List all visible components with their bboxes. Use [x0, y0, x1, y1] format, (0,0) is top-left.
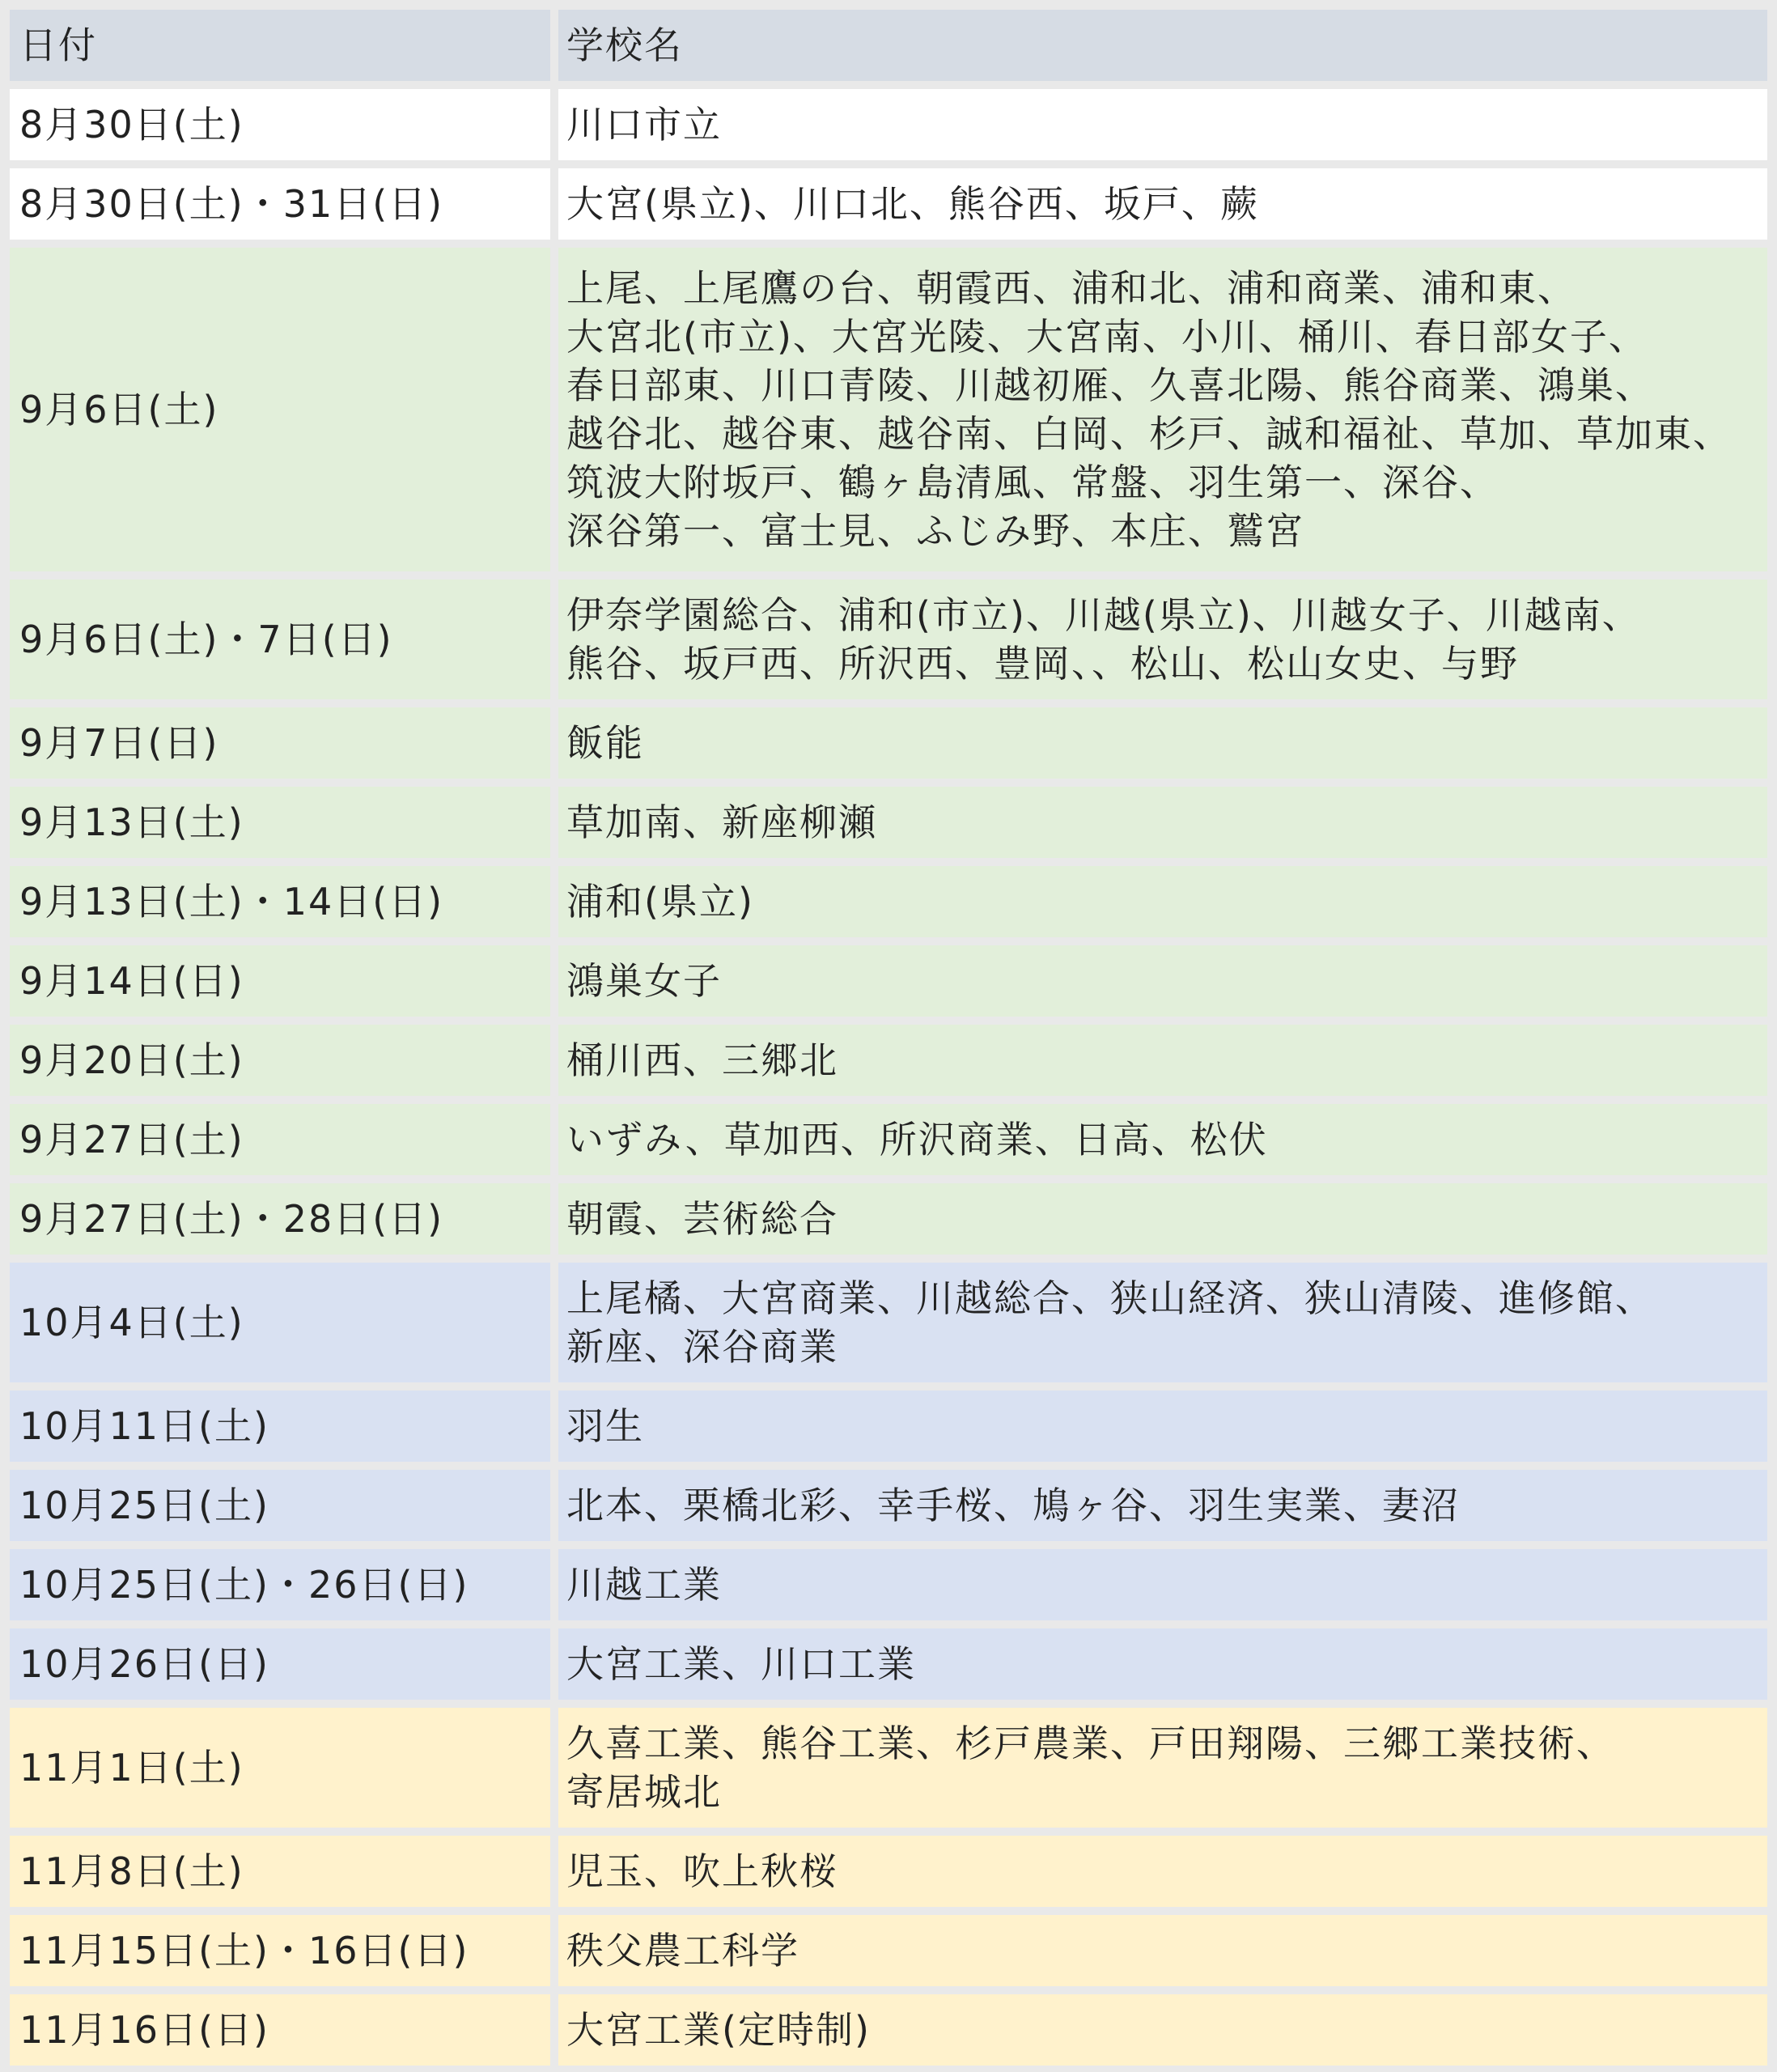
school-text: 大宮(県立)、川口北、熊谷西、坂戸、蕨	[566, 182, 1259, 226]
table-row	[10, 866, 1767, 937]
school-text: 大宮工業、川口工業	[566, 1642, 916, 1686]
date-text: 9月27日(土)・28日(日)	[19, 1197, 444, 1241]
school-cell	[558, 707, 1767, 779]
date-cell	[10, 1183, 550, 1255]
school-cell	[558, 1708, 1767, 1828]
school-text: 草加南、新座柳瀬	[566, 800, 877, 844]
school-text: 大宮工業(定時制)	[566, 2008, 871, 2052]
school-text: 朝霞、芸術総合	[566, 1197, 838, 1241]
school-text: 桶川西、三郷北	[566, 1038, 838, 1082]
date-text: 9月6日(土)・7日(日)	[19, 618, 393, 661]
school-cell	[558, 1391, 1767, 1462]
table-row	[10, 1836, 1767, 1907]
school-cell	[558, 89, 1767, 160]
table-row	[10, 787, 1767, 858]
date-cell	[10, 1915, 550, 1986]
school-text: 上尾、上尾鷹の台、朝霞西、浦和北、浦和商業、浦和東、 大宮北(市立)、大宮光陵、大宮南、小川、桶川、春日部女子、 春日部東、川口青陵、川越初雁、久喜北陽、熊谷商業、鴻巣、 越谷北、越谷東、越谷南、白岡、杉戸、誠和福祉、草加、草加東、 筑波大附坂戸、鶴ヶ島清風、常盤、羽生第一、深谷、 深谷第一、富士見、ふじみ野、本庄、鷲宮	[566, 266, 1732, 553]
school-cell	[558, 1470, 1767, 1541]
table-row	[10, 1915, 1767, 1986]
table-row	[10, 1391, 1767, 1462]
school-text: 浦和(県立)	[566, 880, 754, 923]
school-text: 鴻巣女子	[566, 959, 722, 1003]
table-header-row	[10, 10, 1767, 81]
date-text: 9月13日(土)	[19, 800, 244, 844]
school-text: 上尾橘、大宮商業、川越総合、狭山経済、狭山清陵、進修館、 新座、深谷商業	[566, 1276, 1654, 1369]
date-cell	[10, 580, 550, 699]
date-cell	[10, 1549, 550, 1620]
date-text: 10月25日(土)	[19, 1484, 269, 1527]
date-text: 9月20日(土)	[19, 1038, 244, 1082]
date-cell	[10, 1994, 550, 2066]
date-text: 11月1日(土)	[19, 1746, 244, 1790]
school-column-header	[558, 10, 1767, 81]
table-row	[10, 1025, 1767, 1096]
date-cell	[10, 1391, 550, 1462]
date-cell	[10, 787, 550, 858]
school-text: 伊奈学園総合、浦和(市立)、川越(県立)、川越女子、川越南、 熊谷、坂戸西、所沢西、豊岡、、松山、松山女史、与野	[566, 593, 1641, 686]
date-cell	[10, 1470, 550, 1541]
date-cell	[10, 707, 550, 779]
table-row	[10, 89, 1767, 160]
date-text: 10月11日(土)	[19, 1404, 269, 1448]
date-cell	[10, 168, 550, 240]
table-row	[10, 1263, 1767, 1382]
date-text: 11月16日(日)	[19, 2008, 269, 2052]
school-cell	[558, 1628, 1767, 1700]
date-text: 9月14日(日)	[19, 959, 244, 1003]
school-cell	[558, 866, 1767, 937]
date-header-label: 日付	[19, 23, 97, 67]
table-row	[10, 580, 1767, 699]
date-cell	[10, 89, 550, 160]
school-cell	[558, 248, 1767, 571]
school-cell	[558, 1915, 1767, 1986]
school-text: 川口市立	[566, 103, 722, 146]
school-text: 秩父農工科学	[566, 1929, 799, 1972]
school-cell	[558, 1549, 1767, 1620]
date-cell	[10, 1708, 550, 1828]
date-text: 10月26日(日)	[19, 1642, 269, 1686]
table-row	[10, 1708, 1767, 1828]
date-cell	[10, 866, 550, 937]
table-row	[10, 168, 1767, 240]
school-cell	[558, 1183, 1767, 1255]
date-text: 8月30日(土)	[19, 103, 244, 146]
school-text: 川越工業	[566, 1563, 722, 1607]
school-cell	[558, 1836, 1767, 1907]
school-cell	[558, 168, 1767, 240]
school-text: いずみ、草加西、所沢商業、日高、松伏	[566, 1118, 1268, 1161]
school-cell	[558, 945, 1767, 1017]
table-row	[10, 1104, 1767, 1175]
school-cell	[558, 1104, 1767, 1175]
table-row	[10, 945, 1767, 1017]
date-text: 9月27日(土)	[19, 1118, 244, 1161]
date-cell	[10, 1025, 550, 1096]
date-text: 9月13日(土)・14日(日)	[19, 880, 444, 923]
date-text: 8月30日(土)・31日(日)	[19, 182, 444, 226]
table-row	[10, 1183, 1767, 1255]
school-header-label: 学校名	[566, 23, 683, 67]
table-row	[10, 1994, 1767, 2066]
school-cell	[558, 1025, 1767, 1096]
school-text: 久喜工業、熊谷工業、杉戸農業、戸田翔陽、三郷工業技術、 寄居城北	[566, 1722, 1615, 1814]
date-cell	[10, 1104, 550, 1175]
school-text: 北本、栗橋北彩、幸手桜、鳩ヶ谷、羽生実業、妻沼	[566, 1484, 1460, 1527]
date-text: 10月25日(土)・26日(日)	[19, 1563, 469, 1607]
school-cell	[558, 1263, 1767, 1382]
school-text: 児玉、吹上秋桜	[566, 1849, 838, 1893]
date-text: 9月6日(土)	[19, 388, 219, 431]
date-text: 11月8日(土)	[19, 1849, 244, 1893]
date-cell	[10, 1836, 550, 1907]
school-text: 飯能	[566, 721, 644, 765]
date-text: 9月7日(日)	[19, 721, 219, 765]
date-cell	[10, 1628, 550, 1700]
table-row	[10, 707, 1767, 779]
school-text: 羽生	[566, 1404, 644, 1448]
date-column-header	[10, 10, 550, 81]
school-cell	[558, 580, 1767, 699]
date-cell	[10, 1263, 550, 1382]
school-cell	[558, 1994, 1767, 2066]
table-row	[10, 1470, 1767, 1541]
table-row	[10, 1549, 1767, 1620]
date-text: 11月15日(土)・16日(日)	[19, 1929, 469, 1972]
date-cell	[10, 945, 550, 1017]
date-text: 10月4日(土)	[19, 1301, 244, 1344]
date-cell	[10, 248, 550, 571]
table-row	[10, 1628, 1767, 1700]
table-row	[10, 248, 1767, 571]
school-cell	[558, 787, 1767, 858]
